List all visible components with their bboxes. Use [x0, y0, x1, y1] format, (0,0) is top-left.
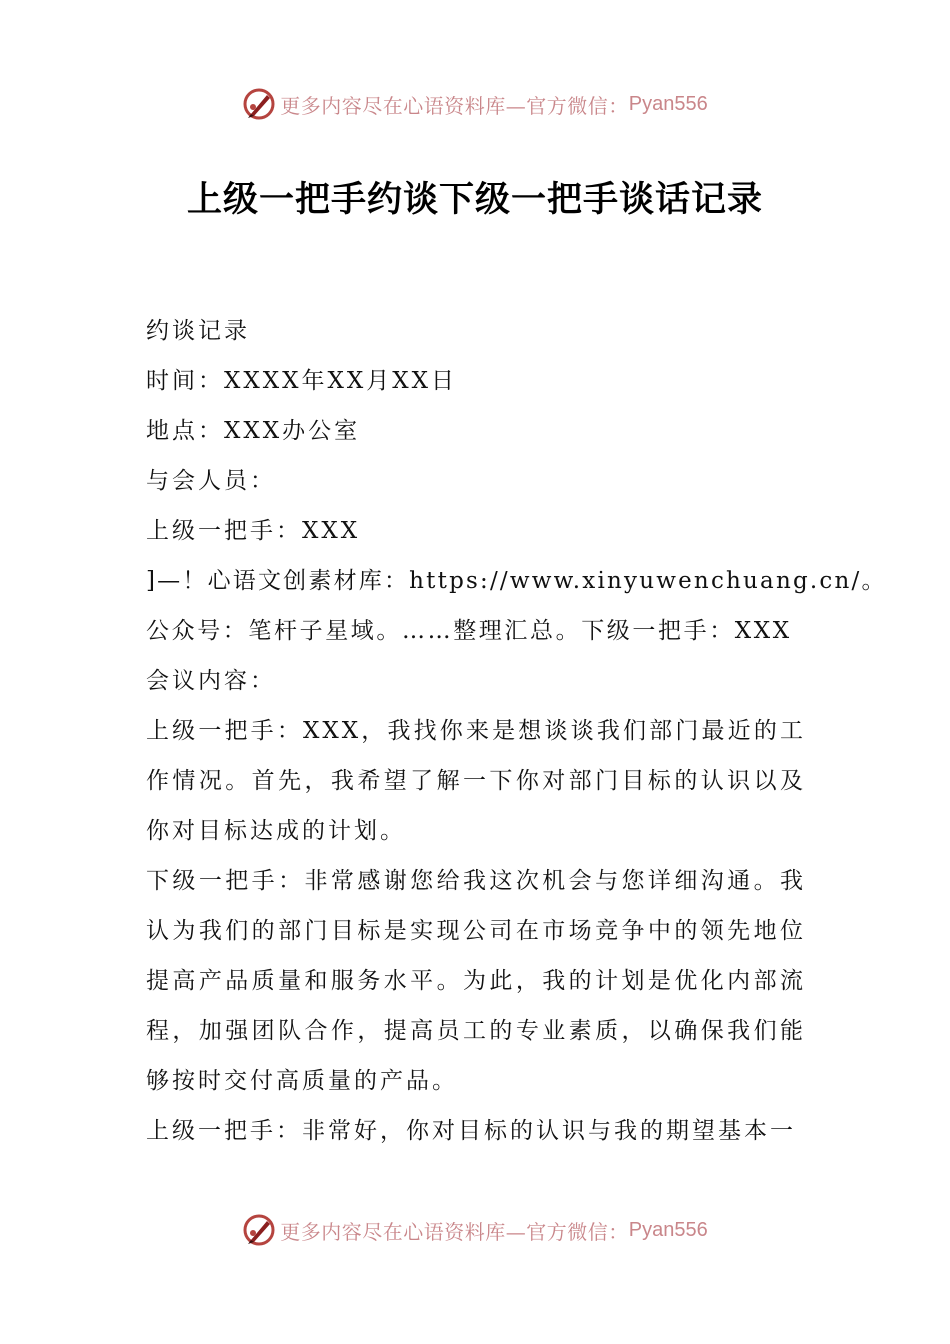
quill-pen-logo-icon [242, 1213, 276, 1247]
banner-wechat-id: Pyan556 [628, 92, 708, 115]
time-line: 时间：XXXX年XX月XX日 [146, 368, 457, 394]
document-title: 上级一把手约谈下级一把手谈话记录 [186, 180, 763, 220]
banner-wechat-id: Pyan556 [628, 1218, 708, 1241]
attendees-label: 与会人员： [146, 468, 276, 494]
paragraph: 上级一把手：XXX，我找你来是想谈谈我们部门最近的工作情况。首先，我希望了解一下你对部门目标的认识以及你对目标达成的计划。 [146, 718, 806, 844]
document-body [146, 306, 887, 1156]
account-line: 公众号：笔杆子星域。……整理汇总。下级一把手：XXX [146, 618, 792, 644]
location-line: 地点：XXX办公室 [146, 418, 361, 444]
footer-watermark [0, 1210, 950, 1250]
source-line: ]—！心语文创素材库：https://www.xinyuwenchuang.cn/。 [146, 568, 887, 594]
banner-text: 更多内容尽在心语资料库—官方微信： [280, 93, 629, 118]
banner-text: 更多内容尽在心语资料库—官方微信： [280, 1219, 629, 1244]
paragraph: 上级一把手：非常好，你对目标的认识与我的期望基本一 [146, 1118, 796, 1144]
superior-line: 上级一把手：XXX [146, 518, 361, 544]
header-watermark [0, 84, 950, 124]
content-label: 会议内容： [146, 668, 276, 694]
heading-line: 约谈记录 [146, 318, 250, 344]
paragraph: 下级一把手：非常感谢您给我这次机会与您详细沟通。我认为我们的部门目标是实现公司在市场竞争中的领先地位提高产品质量和服务水平。为此，我的计划是优化内部流程，加强团队合作，提高员工的专业素质，以确保我们能够按时交付高质量的产品。 [146, 868, 806, 1094]
quill-pen-logo-icon [242, 87, 276, 121]
